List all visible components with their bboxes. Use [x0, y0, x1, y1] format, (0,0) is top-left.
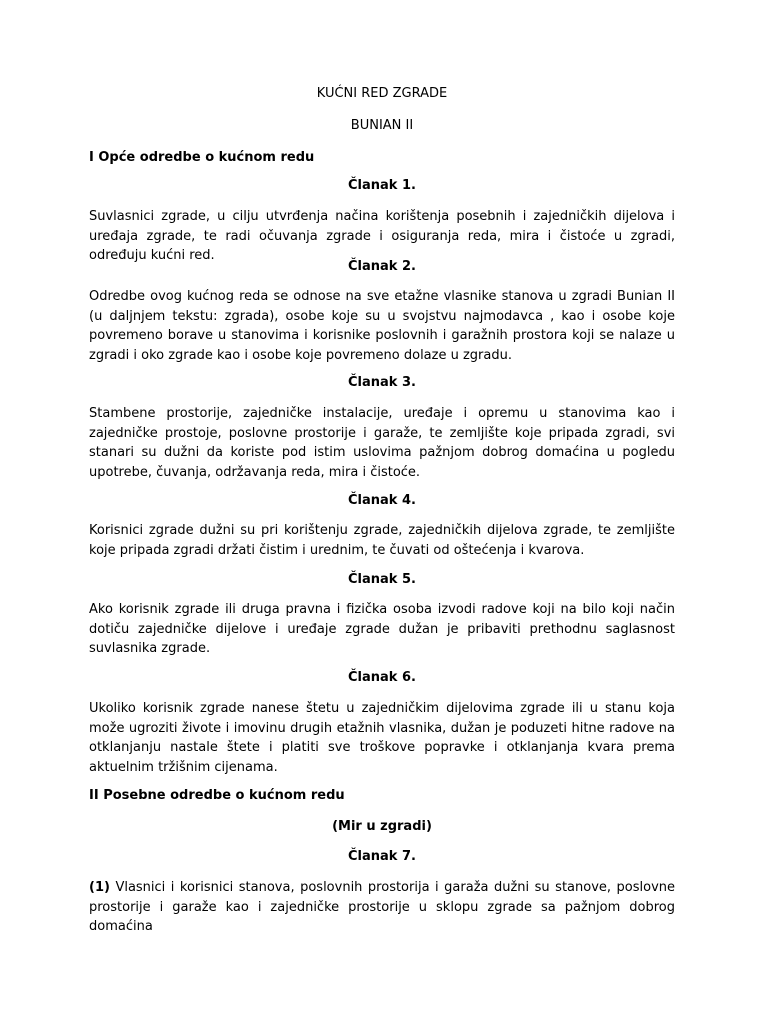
article-1-heading: Članak 1.: [348, 178, 416, 193]
article-5-heading: Članak 5.: [348, 572, 416, 587]
subsection-heading: (Mir u zgradi): [332, 819, 432, 834]
article-7-heading: Članak 7.: [348, 849, 416, 864]
article-7-text: [89, 878, 675, 937]
document-subtitle: BUNIAN II: [350, 118, 414, 133]
paragraph-number: (1): [89, 880, 110, 895]
article-4-heading: Članak 4.: [348, 493, 416, 508]
section-heading-general: I Opće odredbe o kućnom redu: [89, 150, 315, 165]
article-3-text: Stambene prostorije, zajedničke instalacije, uređaje i opremu u stanovima kao i zajedničke prostoje, poslovne prostorije i garaže, te zemljište koje pripada zgradi, svi stanari su dužni da koriste pod istim uslovima pažnjom dobrog domaćina u pogledu upotrebe, čuvanja, održavanja reda, mira i čistoće.: [89, 406, 675, 480]
document-title: KUĆNI RED ZGRADE: [316, 86, 448, 101]
article-5-text: Ako korisnik zgrade ili druga pravna i fizička osoba izvodi radove koji na bilo koji način dotiču zajedničke dijelove i uređaje zgrade dužan je pribaviti prethodnu saglasnost suvlasnika zgrade.: [89, 602, 675, 656]
article-3-heading: Članak 3.: [348, 375, 416, 390]
article-2-heading: Članak 2.: [348, 259, 416, 274]
article-6-text: Ukoliko korisnik zgrade nanese štetu u zajedničkim dijelovima zgrade ili u stanu koja može ugroziti živote i imovinu drugih etažnih vlasnika, dužan je poduzeti hitne radove na otklanjanju nastale štete i platiti sve troškove popravke i otklanjanja kvara prema aktuelnim tržišnim cijenama.: [89, 701, 675, 775]
article-7-paragraph-1: Vlasnici i korisnici stanova, poslovnih prostorija i garaža dužni su stanove, poslovne prostorije i garaže kao i zajedničke prostorije u sklopu zgrade sa pažnjom dobrog domaćina: [89, 880, 675, 934]
article-4-text: Korisnici zgrade dužni su pri korištenju zgrade, zajedničkih dijelova zgrade, te zemljište koje pripada zgradi držati čistim i urednim, te čuvati od oštećenja i kvarova.: [89, 523, 675, 558]
article-6-heading: Članak 6.: [348, 670, 416, 685]
article-1-text: Suvlasnici zgrade, u cilju utvrđenja načina korištenja posebnih i zajedničkih dijelova i uređaja zgrade, te radi očuvanja zgrade i osiguranja reda, mira i čistoće u zgradi, određuju kućni red.: [89, 209, 675, 263]
section-heading-special: II Posebne odredbe o kućnom redu: [89, 788, 345, 803]
article-2-text: Odredbe ovog kućnog reda se odnose na sve etažne vlasnike stanova u zgradi Bunian II (u daljnjem tekstu: zgrada), osobe koje su u svojstvu najmodavca , kao i osobe koje povremeno borave u stanovima i korisnike poslovnih i garažnih prostora koji se nalaze u zgradi i oko zgrade kao i osobe koje povremeno dolaze u zgradu.: [89, 289, 675, 363]
